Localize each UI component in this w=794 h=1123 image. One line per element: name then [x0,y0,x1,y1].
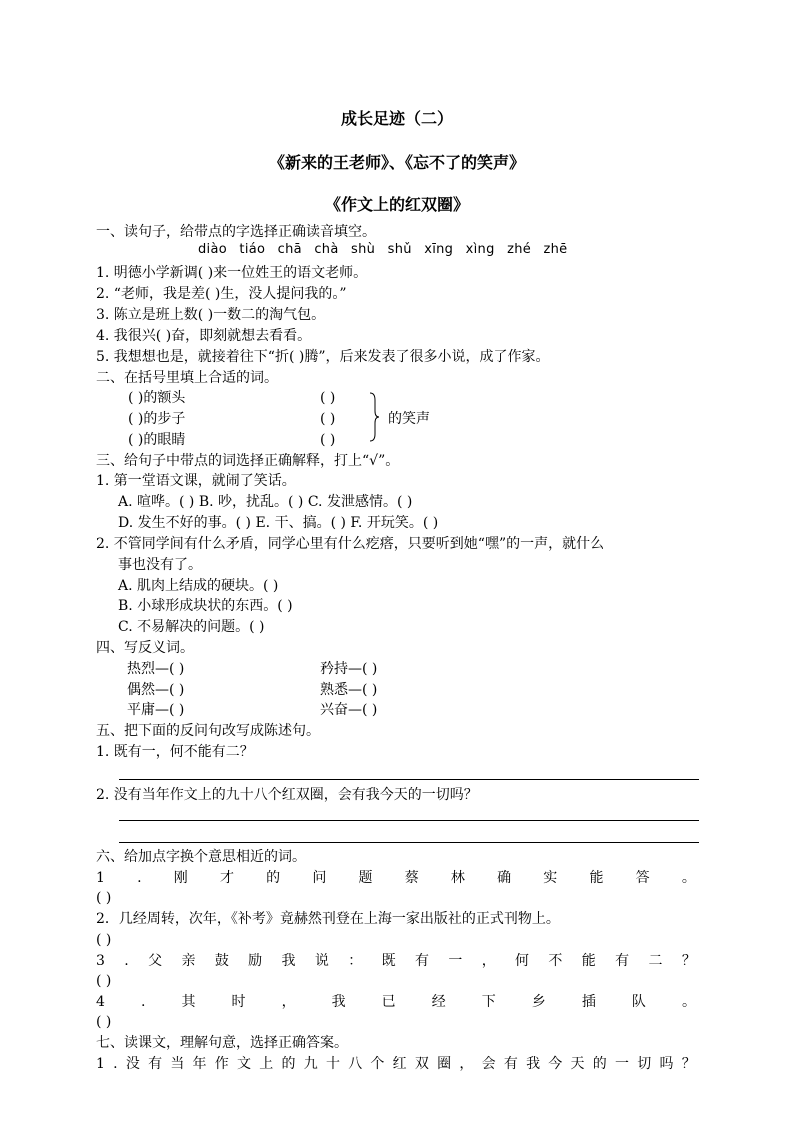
char: ： [348,953,363,969]
pinyin-options: diào tiáo chā chà shù shǔ xīng xìng zhé zhē [198,242,568,257]
char: 个 [370,1056,385,1072]
char: . [113,1056,118,1072]
sec6-question-4 [96,992,696,1012]
char: 二 [648,953,663,969]
char: ？ [681,953,696,969]
char: 4 [96,994,105,1010]
sec4-left-2: 偶然—( ) [127,682,185,698]
sec4-left-1: 热烈—( ) [127,661,185,677]
char: 的 [266,870,281,886]
sec2-left-1: ( )的额头 [128,390,186,406]
sec5-question-1: 1. 既有一，何不能有二？ [96,744,254,760]
sec6-q1-answer-paren: ( ) [96,890,112,906]
sec1-question-2: 2. “老师，我是差( )生，没人提问我的。” [96,286,347,302]
sec6-question-3 [96,951,696,971]
section-2-heading: 二、在括号里填上合适的词。 [96,370,278,386]
curly-brace-icon [368,392,380,442]
char: 不 [548,953,563,969]
answer-line [119,820,699,821]
char: 励 [248,953,263,969]
char: 蔡 [404,870,419,886]
section-6-heading: 六、给加点字换个意思相近的词。 [96,849,306,865]
char: 下 [481,994,496,1010]
char: 有 [503,1056,518,1072]
char: 十 [325,1056,340,1072]
char: 既 [381,953,396,969]
char: 的 [592,1056,607,1072]
char: ？ [681,1056,696,1072]
char: 才 [219,870,234,886]
char: . [137,870,142,886]
char: 能 [589,870,604,886]
char: 说 [314,953,329,969]
char: 双 [414,1056,429,1072]
char: 确 [497,870,512,886]
sec2-left-2: ( )的步子 [128,411,186,427]
char: ， [459,1056,474,1072]
sec6-question-1 [96,868,696,888]
char: 的 [281,1056,296,1072]
sec4-right-3: 兴奋—( ) [320,702,378,718]
char: . [124,953,129,969]
char: 。 [681,994,696,1010]
char: 插 [581,994,596,1010]
char: 能 [581,953,596,969]
sec1-question-3: 3. 陈立是班上数( )一数二的淘气包。 [96,307,326,323]
char: 上 [259,1056,274,1072]
sec3-question-1: 1. 第一堂语文课，就闹了笑话。 [96,473,296,489]
char: 题 [358,870,373,886]
section-7-heading: 七、读课文，理解句意，选择正确答案。 [96,1035,348,1051]
char: 天 [570,1056,585,1072]
sec3-q1-options-row-2: D. 发生不好的事。( ) E. 干、搞。( ) F. 开玩笑。( ) [118,515,439,531]
sec3-q2-option-a: A. 肌肉上结成的硬块。( ) [118,578,279,594]
char: 有 [414,953,429,969]
char: 一 [448,953,463,969]
section-3-heading: 三、给句子中带点的词选择正确解释，打上“√”。 [96,453,400,469]
char: 吗 [659,1056,674,1072]
sec2-right-paren-2: ( ) [320,411,336,427]
sec6-q4-answer-paren: ( ) [96,1014,112,1030]
sec7-question-1 [96,1054,696,1074]
char: 当 [170,1056,185,1072]
char: 红 [392,1056,407,1072]
char: 我 [526,1056,541,1072]
char: 1 [96,870,105,886]
char: 时 [231,994,246,1010]
char: 实 [543,870,558,886]
char: 鼓 [214,953,229,969]
char: 刚 [173,870,188,886]
sec6-q3-answer-paren: ( ) [96,973,112,989]
page-subtitle-1: 《新来的王老师》、《忘不了的笑声》 [268,153,525,172]
section-1-heading: 一、读句子，给带点的字选择正确读音填空。 [96,224,376,240]
char: 有 [615,953,630,969]
char: 八 [348,1056,363,1072]
char: 今 [548,1056,563,1072]
sec5-question-2: 2. 没有当年作文上的九十八个红双圈，会有我今天的一切吗？ [96,787,478,803]
char: ， [281,994,296,1010]
char: 作 [214,1056,229,1072]
sec1-question-4: 4. 我很兴( )奋，即刻就想去看看。 [96,328,312,344]
sec2-right-label: 的笑声 [388,411,430,427]
char: 亲 [181,953,196,969]
sec3-q2-option-c: C. 不易解决的问题。( ) [118,619,265,635]
char: 经 [431,994,446,1010]
sec2-right-paren-3: ( ) [320,432,336,448]
sec4-right-1: 矜持—( ) [320,661,378,677]
page-title: 成长足迹（二） [340,109,453,128]
char: 圈 [437,1056,452,1072]
char: 会 [481,1056,496,1072]
answer-line [119,779,699,780]
char: 队 [631,994,646,1010]
char: 父 [148,953,163,969]
sec4-right-2: 熟悉—( ) [320,682,378,698]
sec3-question-2-line-1: 2. 不管同学间有什么矛盾，同学心里有什么疙瘩，只要听到她“嘿”的一声，就什么 [96,536,605,552]
sec6-q2-answer-paren: ( ) [96,932,112,948]
sec3-q2-option-b: B. 小球形成块状的东西。( ) [118,598,293,614]
sec1-question-1: 1. 明德小学新调( )来一位姓王的语文老师。 [96,265,368,281]
char: 乡 [531,994,546,1010]
char: 没 [125,1056,140,1072]
char: 我 [281,953,296,969]
char: 3 [96,953,105,969]
char: ， [481,953,496,969]
char: 一 [615,1056,629,1072]
page-subtitle-2: 《作文上的红双圈》 [324,195,469,214]
section-5-heading: 五、把下面的反问句改写成陈述句。 [96,723,320,739]
char: 切 [637,1056,652,1072]
sec2-right-paren-1: ( ) [320,390,336,406]
char: . [140,994,146,1010]
char: 我 [331,994,346,1010]
char: 林 [450,870,465,886]
char: 其 [181,994,196,1010]
char: 何 [515,953,530,969]
sec1-question-5: 5. 我想想也是，就接着往下“折( )腾”，后来发表了很多小说，成了作家。 [96,349,550,365]
char: 已 [381,994,396,1010]
sec4-left-3: 平庸—( ) [127,702,185,718]
answer-line [119,842,699,843]
char: 九 [303,1056,318,1072]
sec6-question-2: 2．几经周转，次年，《补考》竟赫然刊登在上海一家出版社的正式刊物上。 [96,911,560,927]
char: 答 [635,870,650,886]
sec2-left-3: ( )的眼睛 [128,432,186,448]
char: 问 [312,870,327,886]
sec3-q1-options-row-1: A. 喧哗。( ) B. 吵，扰乱。( ) C. 发泄感情。( ) [118,494,413,510]
char: 年 [192,1056,207,1072]
char: 有 [148,1056,163,1072]
sec3-question-2-line-2: 事也没有了。 [118,557,202,573]
section-4-heading: 四、写反义词。 [96,640,194,656]
char: 。 [681,870,696,886]
char: 文 [237,1056,252,1072]
char: 1 [96,1056,105,1072]
